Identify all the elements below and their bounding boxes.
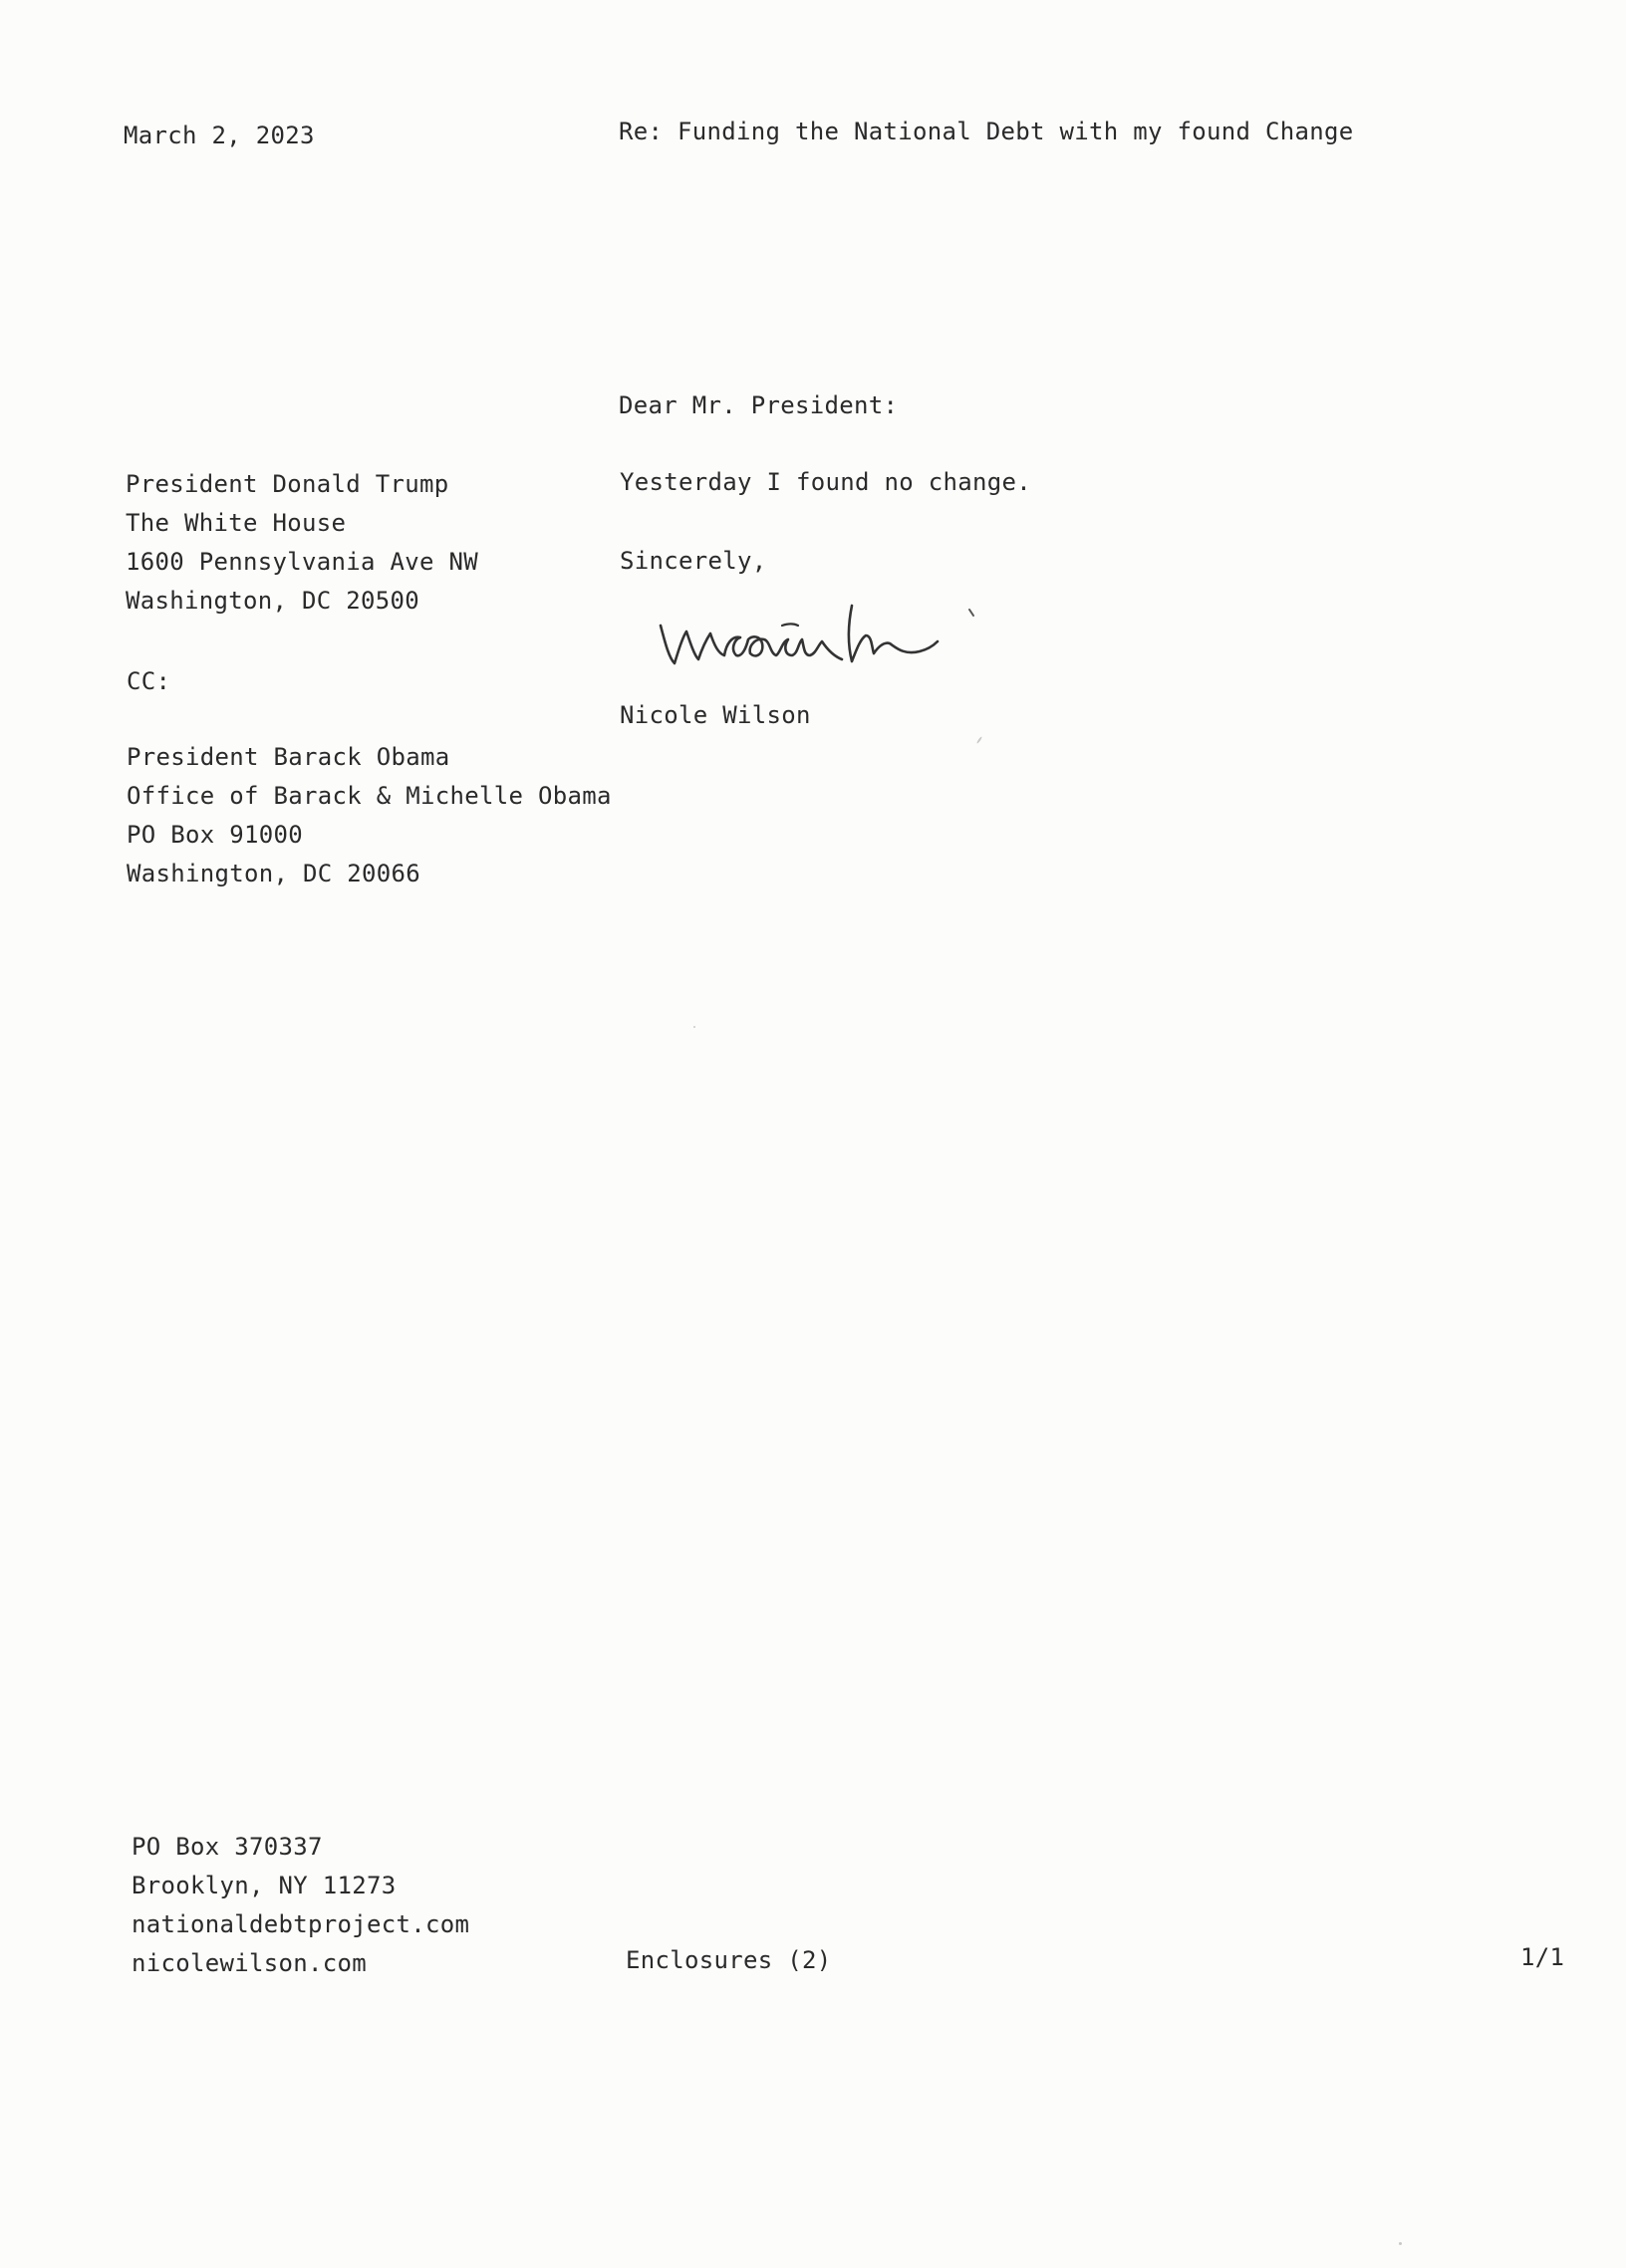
letter-date: March 2, 2023	[124, 122, 315, 149]
signature-image	[653, 596, 991, 685]
recipient-line: President Donald Trump	[126, 470, 449, 498]
recipient-line: The White House	[126, 509, 347, 537]
cc-line: Office of Barack & Michelle Obama	[127, 782, 612, 810]
sender-line: nicolewilson.com	[132, 1949, 367, 1977]
body-text: Yesterday I found no change.	[620, 468, 1031, 496]
page-number: 1/1	[1520, 1943, 1565, 1971]
sender-line: nationaldebtproject.com	[132, 1910, 470, 1938]
scan-speck	[693, 1026, 695, 1028]
scan-speck	[1399, 2242, 1402, 2245]
cc-address	[127, 738, 612, 893]
sender-line: PO Box 370337	[132, 1833, 323, 1861]
cc-label: CC:	[127, 667, 171, 695]
cc-line: President Barack Obama	[127, 743, 450, 771]
scan-speck	[976, 736, 982, 744]
subject-line: Re: Funding the National Debt with my found Change	[619, 118, 1354, 145]
recipient-address	[126, 465, 478, 621]
salutation: Dear Mr. President:	[619, 391, 899, 419]
cc-line: Washington, DC 20066	[127, 860, 420, 887]
recipient-line: 1600 Pennsylvania Ave NW	[126, 548, 478, 576]
sender-address	[132, 1828, 469, 1983]
enclosures: Enclosures (2)	[626, 1946, 832, 1974]
sender-line: Brooklyn, NY 11273	[132, 1872, 397, 1899]
cc-line: PO Box 91000	[127, 821, 303, 849]
recipient-line: Washington, DC 20500	[126, 587, 419, 615]
signer-name: Nicole Wilson	[620, 701, 811, 729]
closing: Sincerely,	[620, 547, 767, 575]
